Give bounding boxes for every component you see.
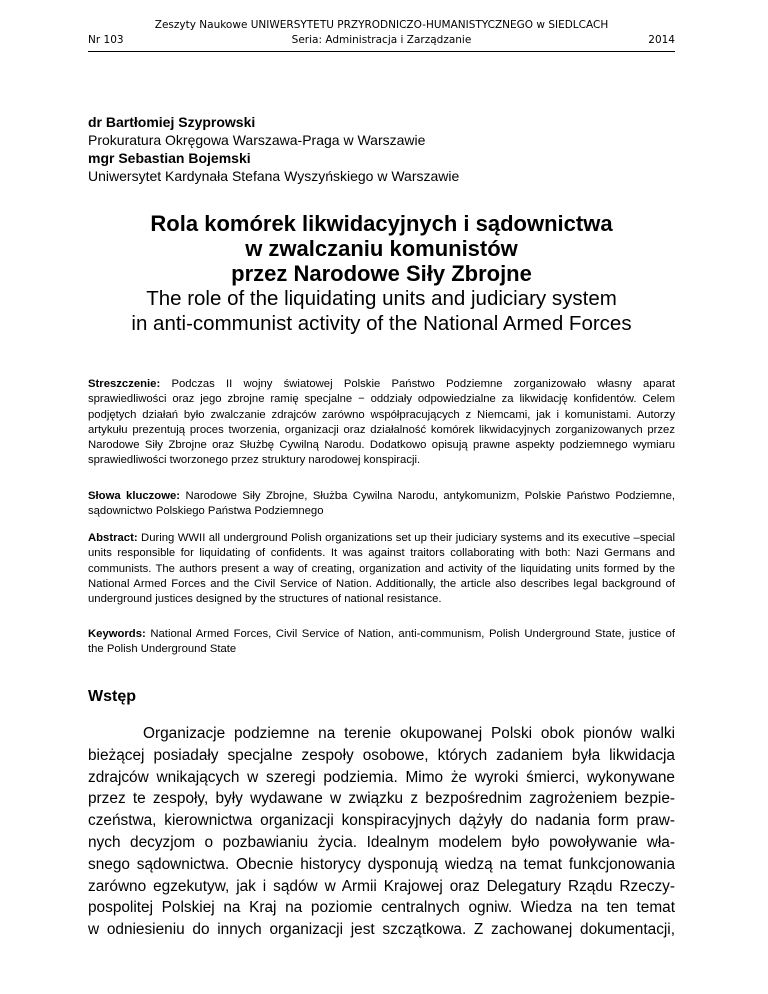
author-affiliation: Uniwersytet Kardynała Stefana Wyszyńskiego w Warszawie — [88, 168, 460, 184]
running-header — [88, 18, 675, 48]
issue-number: Nr 103 — [88, 34, 124, 46]
abstract-label: Abstract: — [88, 532, 138, 544]
keywords-polish — [88, 489, 675, 520]
paragraph-line: Organizacje podziemne na terenie okupowanej Polski obok pionów walki — [143, 725, 675, 742]
body-paragraph — [88, 723, 675, 941]
author-block — [88, 113, 459, 185]
header-rule — [88, 51, 675, 52]
paragraph-line: bieżącej posiadały specjalne zespoły osobowe, których zadaniem była likwidacja — [88, 746, 675, 764]
keywords-text: National Armed Forces, Civil Service of Nation, anti-communism, Polish Underground State, justice of the Polish Underground State — [88, 628, 675, 656]
abstract-english — [88, 531, 675, 607]
abstract-text: During WWII all underground Polish organizations set up their judiciary systems and its executive –special units responsible for liquidating of confidents. It was against traitors collaborating with both: Nazi Germans and communists. The authors present a way of creating, organization and activity of the liquidating units formed by the National Armed Forces and the Civil Service of Nation. Additionally, the article also describes legal background of underground justices designed by the structures of national resistance. — [88, 532, 676, 606]
paragraph-line: czeństwa, kierownictwa organizacji konspiracyjnych dążyły do nadania form praw- — [88, 812, 675, 830]
paragraph-line: snego sądownictwa. Obecnie historycy dysponują wiedzą na temat funkcjonowania — [88, 855, 675, 873]
author-affiliation: Prokuratura Okręgowa Warszawa-Praga w Warszawie — [88, 132, 426, 148]
title-line: The role of the liquidating units and judiciary system — [146, 287, 617, 310]
title-line: in anti-communist activity of the National Armed Forces — [131, 312, 632, 335]
author-name: dr Bartłomiej Szyprowski — [88, 114, 256, 130]
summary-text: Podczas II wojny światowej Polskie Państwo Podziemne zorganizowało własny aparat sprawiedliwości oraz jego zbrojne ramię specjalne − oddziały odpowiedzialne za likwidację konfidentów. Celem podjętych działań było zwalczanie zdrajców zarówno współpracujących z Niemcami, jak i komunistami. Autorzy artykułu prezentują proces tworzenia, organizacji oraz działalność komórek likwidacyjnych zorganizowanych przez Narodowe Siły Zbrojne oraz Służbę Cywilną Narodu. Dodatkowo opisują prawne aspekty podziemnego wymiaru sprawiedliwości tworzonego przez struktury narodowej konspiracji. — [88, 378, 676, 467]
summary-label: Streszczenie: — [88, 378, 161, 390]
paragraph-line: zarówno egzekutyw, jak i sądów w Armii Krajowej oraz Delegatury Rządu Rzeczy- — [88, 877, 675, 895]
keywords-label: Keywords: — [88, 628, 146, 640]
author-name: mgr Sebastian Bojemski — [88, 150, 251, 166]
paragraph-line: pospolitej Polskiej na Kraj na poziomie centralnych ogniw. Wiedza na ten temat — [88, 899, 675, 917]
paragraph-line: przez te zespoły, były wydawane w związku z bezpośrednim zagrożeniem bezpie- — [88, 790, 675, 808]
journal-name: Zeszyty Naukowe UNIWERSYTETU PRZYRODNICZO-HUMANISTYCZNEGO w SIEDLCACH — [154, 19, 609, 31]
keywords-label: Słowa kluczowe: — [88, 490, 181, 502]
article-title-polish — [88, 211, 675, 286]
paragraph-line: w odniesieniu do innych organizacji jest szczątkowa. Z zachowanej dokumentacji, — [88, 921, 675, 939]
section-heading: Wstęp — [88, 688, 136, 705]
title-line: Rola komórek likwidacyjnych i sądownictwa — [150, 211, 613, 236]
keywords-english — [88, 627, 675, 658]
publication-year: 2014 — [648, 34, 675, 46]
journal-series: Seria: Administracja i Zarządzanie — [291, 34, 472, 46]
paragraph-line: zdrajców wnikających w szeregi podziemia. Mimo że wyroki śmierci, wykonywane — [88, 768, 675, 786]
title-line: przez Narodowe Siły Zbrojne — [231, 261, 532, 286]
summary-polish — [88, 377, 675, 469]
article-title-english — [88, 286, 675, 336]
title-line: w zwalczaniu komunistów — [245, 236, 518, 261]
paragraph-line: nych decyzjom o pozbawianiu życia. Idealnym modelem było powoływanie wła- — [88, 833, 675, 851]
keywords-text: Narodowe Siły Zbrojne, Służba Cywilna Narodu, antykomunizm, Polskie Państwo Podziemne, sądownictwo Polskiego Państwa Podziemnego — [88, 490, 675, 518]
